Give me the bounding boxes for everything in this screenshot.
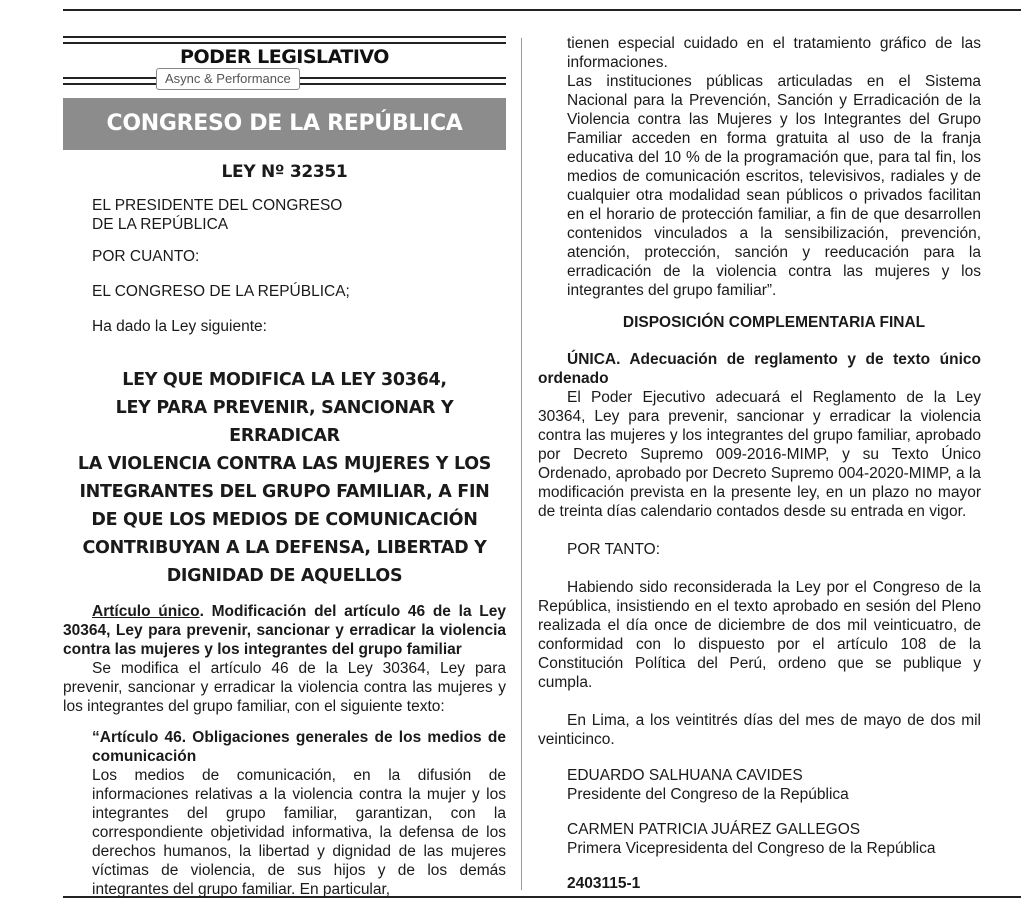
article-46-continuation: tienen especial cuidado en el tratamiento gráfico de las informaciones. bbox=[567, 35, 981, 71]
law-title bbox=[63, 366, 506, 590]
law-title-line: CONTRIBUYAN A LA DEFENSA, LIBERTAD Y bbox=[82, 538, 487, 558]
por-tanto: POR TANTO: bbox=[567, 541, 661, 558]
habiendo-paragraph: Habiendo sido reconsiderada la Ley por el Congreso de la República, insistiendo en el texto aprobado en sesión del Pleno realizada el día once de diciembre de dos mil veinticuatro, de conformidad con lo dispuesto por el artículo 108 de la Constitución Política del Perú, ordeno que se publique y cumpla. bbox=[538, 579, 981, 691]
article-46-heading: “Artículo 46. Obligaciones generales de los medios de comunicación bbox=[92, 729, 506, 765]
law-title-line: LEY PARA PREVENIR, SANCIONAR Y ERRADICAR bbox=[115, 398, 454, 446]
left-column bbox=[63, 30, 506, 899]
signatory bbox=[538, 820, 981, 858]
president-line-1: EL PRESIDENTE DEL CONGRESO bbox=[92, 197, 343, 214]
law-title-line: DIGNIDAD DE AQUELLOS bbox=[166, 566, 403, 586]
top-rule bbox=[63, 9, 1021, 11]
ha-dado-line: Ha dado la Ley siguiente: bbox=[92, 318, 267, 335]
signatory-name: EDUARDO SALHUANA CAVIDES bbox=[567, 767, 803, 784]
section-badge: Async & Performance bbox=[156, 68, 300, 90]
president-line-2: DE LA REPÚBLICA bbox=[92, 216, 229, 233]
final-provision-body: El Poder Ejecutivo adecuará el Reglamento de la Ley 30364, Ley para prevenir, sancionar y erradicar la violencia contra las mujeres y los integrantes del grupo familiar, aprobado por Decreto Supremo 009-2016-MIMP, y su Texto Único Ordenado, aprobado por Decreto Supremo 004-2020-MIMP, a la modificación prevista en la presente ley, en un plazo no mayor de treinta días calendario contados desde su entrada en vigor. bbox=[538, 389, 981, 520]
reference-code: 2403115-1 bbox=[567, 875, 641, 892]
signatory bbox=[538, 766, 981, 804]
article-unico-body: Se modifica el artículo 46 de la Ley 30364, Ley para prevenir, sancionar y erradicar la violencia contra las mujeres y los integrantes del grupo familiar, con el siguiente texto: bbox=[63, 660, 506, 715]
signatory-role: Primera Vicepresidenta del Congreso de la República bbox=[567, 840, 936, 857]
signatory-role: Presidente del Congreso de la República bbox=[567, 786, 849, 803]
article-46-paragraph-2: Las instituciones públicas articuladas en el Sistema Nacional para la Prevención, Sanción y Erradicación de la Violencia contra las Mujeres y los Integrantes del Grupo Familiar acceden en forma gratuita al uso de la franja educativa del 10 % de la programación que, para tal fin, los medios de comunicación escritos, televisivos, radiales y de cualquier otra modalidad sean públicos o privados facilitan en el horario de protección familiar, a fin de que desarrollen contenidos vinculados a la sensibilización, prevención, atención, protección, sanción y reeducación para la erradicación de la violencia contra las mujeres y los integrantes del grupo familiar”. bbox=[567, 73, 981, 299]
right-column bbox=[538, 34, 981, 893]
final-provision-heading: ÚNICA. Adecuación de reglamento y de texto único ordenado bbox=[538, 351, 981, 387]
column-divider bbox=[521, 38, 522, 890]
section-title: PODER LEGISLATIVO bbox=[174, 46, 395, 68]
masthead bbox=[63, 30, 506, 96]
law-title-line: LEY QUE MODIFICA LA LEY 30364, bbox=[122, 370, 447, 390]
law-title-line: LA VIOLENCIA CONTRA LAS MUJERES Y LOS bbox=[77, 454, 492, 474]
final-provision-title: DISPOSICIÓN COMPLEMENTARIA FINAL bbox=[622, 314, 926, 331]
law-number: LEY Nº 32351 bbox=[221, 162, 348, 182]
signatory-name: CARMEN PATRICIA JUÁREZ GALLEGOS bbox=[567, 821, 861, 838]
law-title-line: DE QUE LOS MEDIOS DE COMUNICACIÓN bbox=[91, 510, 478, 530]
por-cuanto: POR CUANTO: bbox=[92, 248, 200, 265]
place-date: En Lima, a los veintitrés días del mes de mayo de dos mil veinticinco. bbox=[538, 712, 981, 748]
law-title-line: INTEGRANTES DEL GRUPO FAMILIAR, A FIN bbox=[79, 482, 490, 502]
article-46-body: Los medios de comunicación, en la difusión de informaciones relativas a la violencia contra la mujer y los integrantes del grupo familiar, garantizan, con la correspondiente objetividad informativa, la defensa de los derechos humanos, la libertad y dignidad de las mujeres víctimas de violencia, de sus hijos y de los demás integrantes del grupo familiar. En particular, bbox=[92, 767, 506, 898]
institution-banner: CONGRESO DE LA REPÚBLICA bbox=[63, 98, 506, 150]
article-unico-heading: Artículo único. Modificación del artículo 46 de la Ley 30364, Ley para prevenir, sancionar y erradicar la violencia contra las mujeres y los integrantes del grupo familiar bbox=[63, 603, 506, 658]
congress-line: EL CONGRESO DE LA REPÚBLICA; bbox=[92, 283, 350, 300]
article-unico-label: Artículo único bbox=[92, 603, 200, 620]
